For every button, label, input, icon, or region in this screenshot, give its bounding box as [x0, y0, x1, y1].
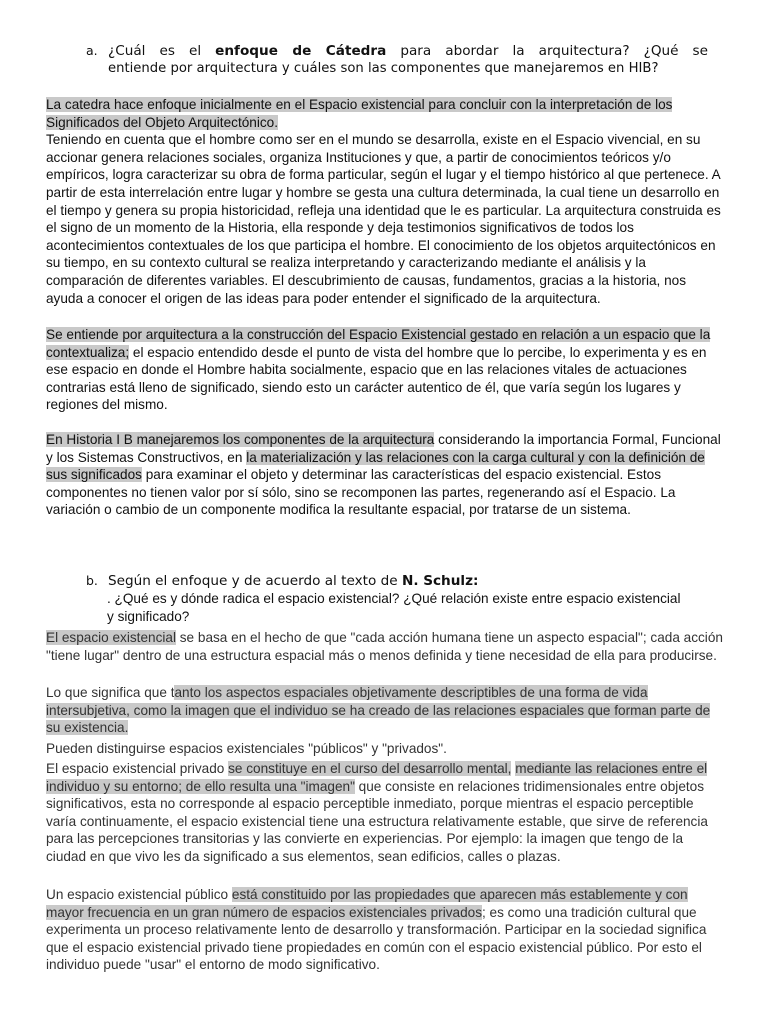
answer-b-paragraph-2: Lo que significa que tanto los aspectos espaciales objetivamente descriptibles de una forma de vida intersubjetiva, como la imagen que el individuo se ha creado de las relaciones espaciales que forman parte de su existencia. [46, 685, 711, 736]
answer-b-paragraph-1: El espacio existencial se basa en el hecho de que "cada acción humana tiene un aspecto espacial"; cada acción "tiene lugar" dentro de una estructura espacial más o menos definida y tiene necesidad de ella para producirse. [46, 630, 723, 663]
question-b-bold: N. Schulz: [401, 573, 479, 589]
highlight: se constituye en el curso del desarrollo mental, [228, 761, 512, 776]
question-b-letter: b. [86, 573, 98, 588]
answer-b-paragraph-4: El espacio existencial privado se constituye en el curso del desarrollo mental, mediante las relaciones entre el individuo y su entorno; de ello resulta una "imagen" que consiste en relaciones tridimensionales entre objetos significativos, esta no corresponde al espacio perceptible inmediato, porque mientras el espacio perceptible varía continuamente, el espacio existencial tiene una estructura relativamente estable, que sirve de referencia para las percepciones transitorias y las convierte en experiencias. Por ejemplo: la imagen que tengo de la ciudad en que vivo les da significado a sus elementos, sean edificios, calles o plazas. [46, 761, 708, 864]
highlight: la materialización y las relaciones con la carga cultural y con la definición de sus significados [46, 449, 705, 483]
highlight: anto los aspectos espaciales objetivamente descriptibles de una forma de vida intersubjetiva, como la imagen que el individuo se ha creado de las relaciones espaciales que forman parte de su existencia. [46, 685, 711, 736]
highlight: La catedra hace enfoque inicialmente en el Espacio existencial para concluir con la interpretación de los Significados del Objeto Arquitectónico. [46, 97, 673, 130]
answer-a-paragraph-2: Se entiende por arquitectura a la construcción del Espacio Existencial gestado en relación a un espacio que la contextualiza; el espacio entendido desde el punto de vista del hombre que lo percibe, lo experimenta y es en ese espacio en donde el Hombre habita socialmente, espacio que en las relaciones vitales de actuaciones contrarias está lleno de significado, siendo esto un carácter autentico de él, que varía según los lugares y regiones del mismo. [46, 327, 711, 413]
question-b-sub-line2: y significado? [107, 609, 190, 624]
answer-b-paragraph-3: Pueden distinguirse espacios existenciales "públicos" y "privados". [46, 741, 447, 756]
highlight: mediante las relaciones entre el individuo y su entorno; de ello resulta una "imagen" [46, 761, 708, 794]
answer-b-paragraph-5: Un espacio existencial público está constituido por las propiedades que aparecen más establemente y con mayor frecuencia en un gran número de espacios existenciales privados; es como una tradición cultural que experimenta un proceso relativamente lento de desarrollo y transformación. Participar en la sociedad significa que el espacio existencial privado tiene propiedades en común con el espacio existencial público. Por esto el individuo puede "usar" el entorno de modo significativo. [46, 887, 707, 973]
highlight: En Historia I B manejaremos los componentes de la arquitectura [46, 432, 435, 447]
question-a-letter: a. [86, 43, 98, 58]
question-a-line1: ¿Cuál es el enfoque de Cátedra para abordar la arquitectura? ¿Qué se [108, 43, 708, 59]
question-a-text [108, 42, 708, 78]
question-b-text: Según el enfoque y de acuerdo al texto de N. Schulz: [108, 573, 479, 589]
question-a-line2: entiende por arquitectura y cuáles son las componentes que manejaremos en HIB? [108, 61, 659, 76]
answer-a-paragraph-1: La catedra hace enfoque inicialmente en el Espacio existencial para concluir con la interpretación de los Significados del Objeto Arquitectónico. Teniendo en cuenta que el hombre como ser en el mundo se desarrolla, existe en el Espacio vivencial, en su accionar genera relaciones sociales, organiza Instituciones y que, a partir de conocimientos teóricos y/o empíricos, logra caracterizar su obra de forma particular, según el lugar y el tiempo histórico al que pertenece. A partir de esta interrelación entre lugar y hombre se gesta una cultura determinada, la cual tiene un desarrollo en el tiempo y genera su propia historicidad, refleja una identidad que le es particular. La arquitectura construida es el signo de un momento de la Historia, ella responde y deja testimonios significativos de todos los acontecimientos contextuales de los que participa el hombre. El conocimiento de los objetos arquitectónicos en su tiempo, en su contexto cultural se realiza interpretando y caracterizando mediante el análisis y la comparación de diferentes variables. El descubrimiento de causas, fundamentos, gracias a la historia, nos ayuda a conocer el origen de las ideas para poder entender el significado de la arquitectura. [46, 97, 721, 306]
highlight: Se entiende por arquitectura a la construcción del Espacio Existencial gestado en relación a un espacio que la contextualiza; [46, 327, 711, 360]
answer-a-paragraph-3: En Historia I B manejaremos los componentes de la arquitectura considerando la importancia Formal, Funcional y los Sistemas Constructivos, en la materialización y las relaciones con la carga cultural y con la definición de sus significados para examinar el objeto y determinar las características del espacio existencial. Estos componentes no tienen valor por sí sólo, sino se recomponen las partes, regenerando así el Espacio. La variación o cambio de un componente modifica la resultante espacial, por tratarse de un sistema. [46, 432, 721, 518]
highlight: El espacio existencial [46, 630, 176, 645]
highlight: está constituido por las propiedades que aparecen más establemente y con mayor frecuencia en un gran número de espacios existenciales privados [46, 887, 688, 920]
question-a-bold: enfoque de Cátedra [215, 43, 387, 59]
question-b-sub-line1: . ¿Qué es y dónde radica el espacio existencial? ¿Qué relación existe entre espacio existencial [107, 591, 681, 606]
